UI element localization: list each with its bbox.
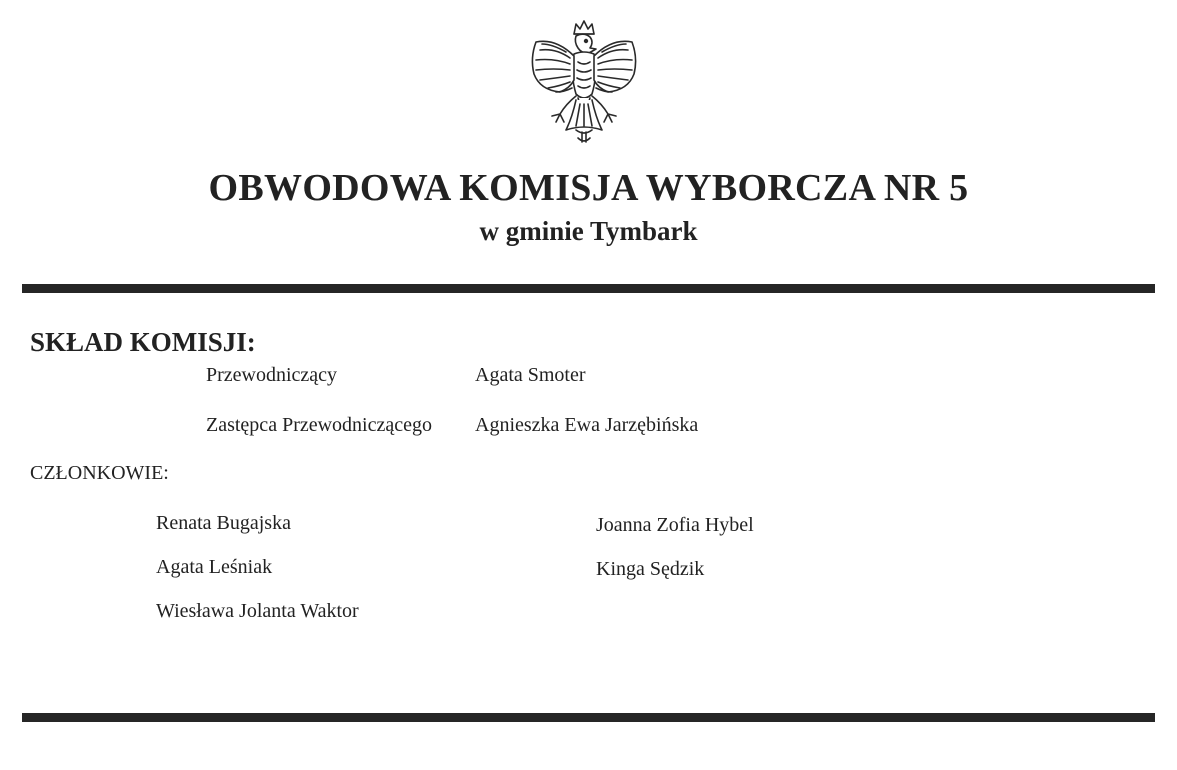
document-title: OBWODOWA KOMISJA WYBORCZA NR 5 bbox=[208, 167, 969, 209]
member-item: Kinga Sędzik bbox=[596, 558, 705, 580]
section-heading: SKŁAD KOMISJI: bbox=[30, 327, 256, 357]
polish-eagle-emblem-icon bbox=[526, 18, 642, 146]
name-chairperson: Agata Smoter bbox=[475, 364, 586, 386]
member-item: Wiesława Jolanta Waktor bbox=[156, 600, 359, 622]
role-deputy-chairperson: Zastępca Przewodniczącego bbox=[206, 414, 432, 436]
member-item: Joanna Zofia Hybel bbox=[596, 514, 754, 536]
role-chairperson: Przewodniczący bbox=[206, 364, 338, 386]
members-label: CZŁONKOWIE: bbox=[30, 462, 169, 484]
member-item: Renata Bugajska bbox=[156, 512, 291, 534]
member-item: Agata Leśniak bbox=[156, 556, 273, 578]
bottom-divider bbox=[22, 713, 1155, 722]
top-divider bbox=[22, 284, 1155, 293]
name-deputy-chairperson: Agnieszka Ewa Jarzębińska bbox=[475, 414, 699, 436]
document-subtitle: w gminie Tymbark bbox=[479, 216, 698, 246]
